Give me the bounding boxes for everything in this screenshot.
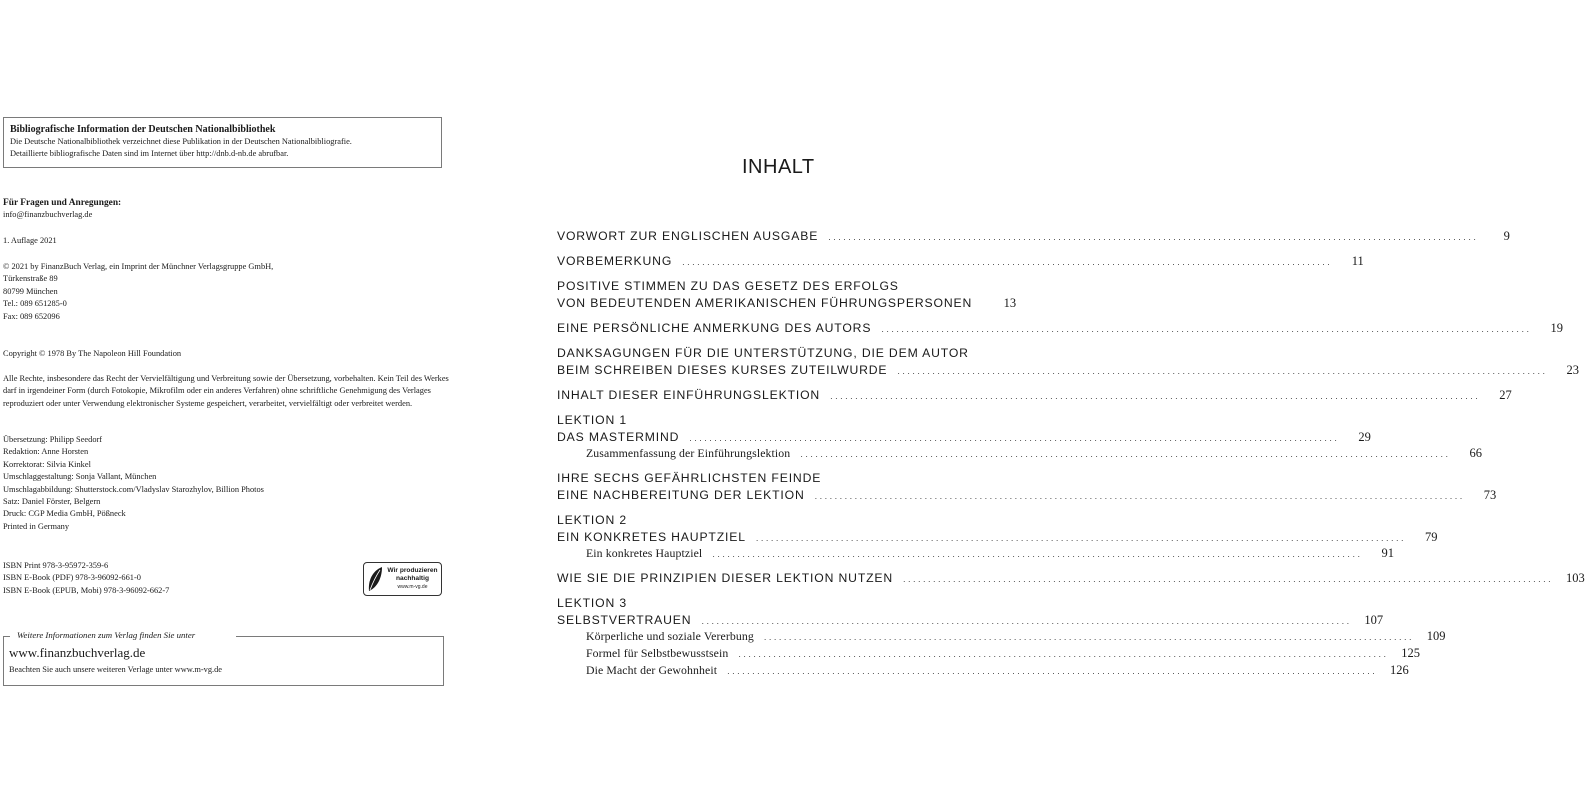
toc-entry-title: EIN KONKRETES HAUPTZIEL xyxy=(557,530,746,544)
toc-page-number: 103 xyxy=(1565,571,1585,585)
toc-page-number: 13 xyxy=(1003,296,1017,310)
toc-page-number: 126 xyxy=(1390,663,1409,677)
copyright-original: Copyright © 1978 By The Napoleon Hill Foundation xyxy=(3,349,182,358)
fax: Fax: 089 652096 xyxy=(3,311,60,321)
toc-page-number: 19 xyxy=(1550,321,1563,335)
toc-page-number: 23 xyxy=(1566,363,1580,377)
toc-entry-title: DAS MASTERMIND xyxy=(557,430,680,444)
toc-entry-title: IHRE SECHS GEFÄHRLICHSTEN FEINDE xyxy=(557,471,822,485)
toc-entry-title: BEIM SCHREIBEN DIESES KURSES ZUTEILWURDE xyxy=(557,363,888,377)
toc-subentry-title: Zusammenfassung der Einführungslektion xyxy=(586,446,791,460)
toc-title: INHALT xyxy=(742,156,815,178)
credit-line: Satz: Daniel Förster, Belgern xyxy=(3,497,101,507)
street: Türkenstraße 89 xyxy=(3,274,58,284)
toc-entry[interactable] xyxy=(557,278,1017,312)
credit-line: Redaktion: Anne Horsten xyxy=(3,447,89,457)
dnb-info-line: Die Deutsche Nationalbibliothek verzeichnet diese Publikation in der Deutschen Nationalbibliografie. xyxy=(10,137,352,146)
credit-line: Korrektorat: Silvia Kinkel xyxy=(3,459,91,469)
toc-subentry[interactable] xyxy=(557,445,1482,462)
dot-leader xyxy=(815,488,1463,505)
toc-entry-title: EINE PERSÖNLICHE ANMERKUNG DES AUTORS xyxy=(557,321,872,335)
toc-entry[interactable] xyxy=(557,253,1364,270)
toc-entry-title: EINE NACHBEREITUNG DER LEKTION xyxy=(557,488,805,502)
toc-page-number: 109 xyxy=(1426,629,1446,643)
toc-entry-title: LEKTION 3 xyxy=(557,596,627,610)
dot-leader xyxy=(682,254,1330,271)
toc-subentry-title: Die Macht der Gewohnheit xyxy=(586,663,718,677)
toc-page-number: 107 xyxy=(1364,613,1384,627)
dot-leader xyxy=(727,663,1375,680)
credit-line: Umschlaggestaltung: Sonja Vallant, München xyxy=(3,472,157,482)
dnb-info-box xyxy=(3,117,442,168)
dot-leader xyxy=(897,363,1545,380)
toc-page-number: 73 xyxy=(1483,488,1497,502)
copyright-publisher: © 2021 by FinanzBuch Verlag, ein Imprint der Münchner Verlagsgruppe GmbH, xyxy=(3,262,274,271)
credit-line: Druck: CGP Media GmbH, Pößneck xyxy=(3,509,126,519)
edition: 1. Auflage 2021 xyxy=(3,236,57,245)
dnb-info-line: Detaillierte bibliografische Daten sind im Internet über http://dnb.d-nb.de abrufbar. xyxy=(10,148,289,158)
toc-subentry-list xyxy=(557,445,1482,462)
toc-subentry-list xyxy=(557,545,1394,562)
dot-leader xyxy=(830,388,1478,405)
toc-page-number: 91 xyxy=(1381,546,1394,560)
toc-entry-title: LEKTION 2 xyxy=(557,513,627,527)
dot-leader xyxy=(828,229,1476,246)
toc-entry[interactable] xyxy=(557,570,1585,587)
rights-notice: Alle Rechte, insbesondere das Recht der Vervielfältigung und Verbreitung sowie der Übersetzung, vorbehalten. Kein Teil des Werkes darf in irgendeiner Form (durch Fotokopie, Mikrofilm oder ein anderes Verfahren) ohne schriftliche Genehmigung des Verlages reproduziert oder unter Verwendung elektronischer Systeme gespeichert, verarbeitet, vervielfältigt oder verbreitet werden. xyxy=(3,374,449,408)
toc-entry[interactable] xyxy=(557,345,1580,379)
toc-entry[interactable] xyxy=(557,320,1563,337)
toc-entry-title: POSITIVE STIMMEN ZU DAS GESETZ DES ERFOLGS xyxy=(557,279,899,293)
toc-entry-title: VORBEMERKUNG xyxy=(557,254,673,268)
publisher-info-box xyxy=(3,630,444,686)
credit-line: Übersetzung: Philipp Seedorf xyxy=(3,435,103,444)
badge-url: www.m-vg.de xyxy=(397,584,428,590)
dot-leader xyxy=(764,629,1412,646)
publisher-address xyxy=(3,261,273,323)
city: 80799 München xyxy=(3,286,58,296)
toc-subentry[interactable] xyxy=(557,645,1421,662)
toc-entry-title: INHALT DIESER EINFÜHRUNGSLEKTION xyxy=(557,388,821,402)
toc-page-number: 27 xyxy=(1499,388,1512,402)
credit-line: Umschlagabbildung: Shutterstock.com/Vladyslav Starozhylov, Billion Photos xyxy=(3,484,264,494)
toc-entry[interactable] xyxy=(557,387,1512,404)
isbn-list xyxy=(3,560,169,597)
toc-subentry[interactable] xyxy=(557,662,1409,679)
leaf-icon xyxy=(366,565,384,593)
isbn-line: ISBN Print 978-3-95972-359-6 xyxy=(3,561,109,570)
dot-leader xyxy=(738,646,1386,663)
dot-leader xyxy=(881,321,1529,338)
sustainability-badge xyxy=(363,562,442,596)
credits-list xyxy=(3,434,264,533)
toc-entry[interactable] xyxy=(557,595,1384,629)
dnb-info-title: Bibliografische Information der Deutschen Nationalbibliothek xyxy=(10,124,276,135)
dot-leader xyxy=(903,571,1551,588)
toc-page-number: 9 xyxy=(1503,229,1510,243)
toc-entry-title: WIE SIE DIE PRINZIPIEN DIESER LEKTION NUTZEN xyxy=(557,571,894,585)
toc-entry[interactable] xyxy=(557,412,1371,446)
badge-line1: Wir produzieren xyxy=(387,567,438,574)
toc-entry[interactable] xyxy=(557,512,1438,546)
toc-subentry-list xyxy=(557,628,1446,679)
badge-line2: nachhaltig xyxy=(396,575,429,582)
publisher-note: Beachten Sie auch unsere weiteren Verlage unter www.m-vg.de xyxy=(9,665,223,674)
isbn-line: ISBN E-Book (PDF) 978-3-96092-661-0 xyxy=(3,573,141,583)
table-of-contents xyxy=(557,228,1585,687)
toc-page-number: 29 xyxy=(1358,430,1371,444)
toc-page-number: 79 xyxy=(1425,530,1438,544)
questions-label: Für Fragen und Anregungen: xyxy=(3,198,122,208)
toc-page-number: 125 xyxy=(1401,646,1421,660)
contact-block xyxy=(3,197,121,222)
toc-subentry-title: Formel für Selbstbewusstsein xyxy=(586,646,729,660)
toc-entry-title: LEKTION 1 xyxy=(557,413,627,427)
toc-entry[interactable] xyxy=(557,470,1497,504)
toc-subentry[interactable] xyxy=(557,628,1446,645)
toc-subentry[interactable] xyxy=(557,545,1394,562)
toc-entry-title: SELBSTVERTRAUEN xyxy=(557,613,692,627)
publisher-box-title: Weitere Informationen zum Verlag finden Sie unter xyxy=(17,630,196,640)
toc-subentry-title: Ein konkretes Hauptziel xyxy=(586,546,703,560)
dot-leader xyxy=(712,546,1360,563)
toc-entry[interactable] xyxy=(557,228,1510,245)
toc-entry-title: VORWORT ZUR ENGLISCHEN AUSGABE xyxy=(557,229,819,243)
phone: Tel.: 089 651285-0 xyxy=(3,299,67,309)
toc-subentry-title: Körperliche und soziale Vererbung xyxy=(586,629,754,643)
dot-leader xyxy=(756,530,1404,547)
toc-page-number: 66 xyxy=(1469,446,1482,460)
dot-leader xyxy=(800,446,1448,463)
toc-entry-title: VON BEDEUTENDEN AMERIKANISCHEN FÜHRUNGSPERSONEN xyxy=(557,296,973,310)
toc-entry-title: DANKSAGUNGEN FÜR DIE UNTERSTÜTZUNG, DIE DEM AUTOR xyxy=(557,346,969,360)
contact-email[interactable]: info@finanzbuchverlag.de xyxy=(3,210,93,220)
publisher-url[interactable]: www.finanzbuchverlag.de xyxy=(9,645,146,660)
toc-page-number: 11 xyxy=(1351,254,1364,268)
dot-leader xyxy=(701,613,1349,630)
isbn-line: ISBN E-Book (EPUB, Mobi) 978-3-96092-662-7 xyxy=(3,585,170,595)
credit-line: Printed in Germany xyxy=(3,521,70,531)
